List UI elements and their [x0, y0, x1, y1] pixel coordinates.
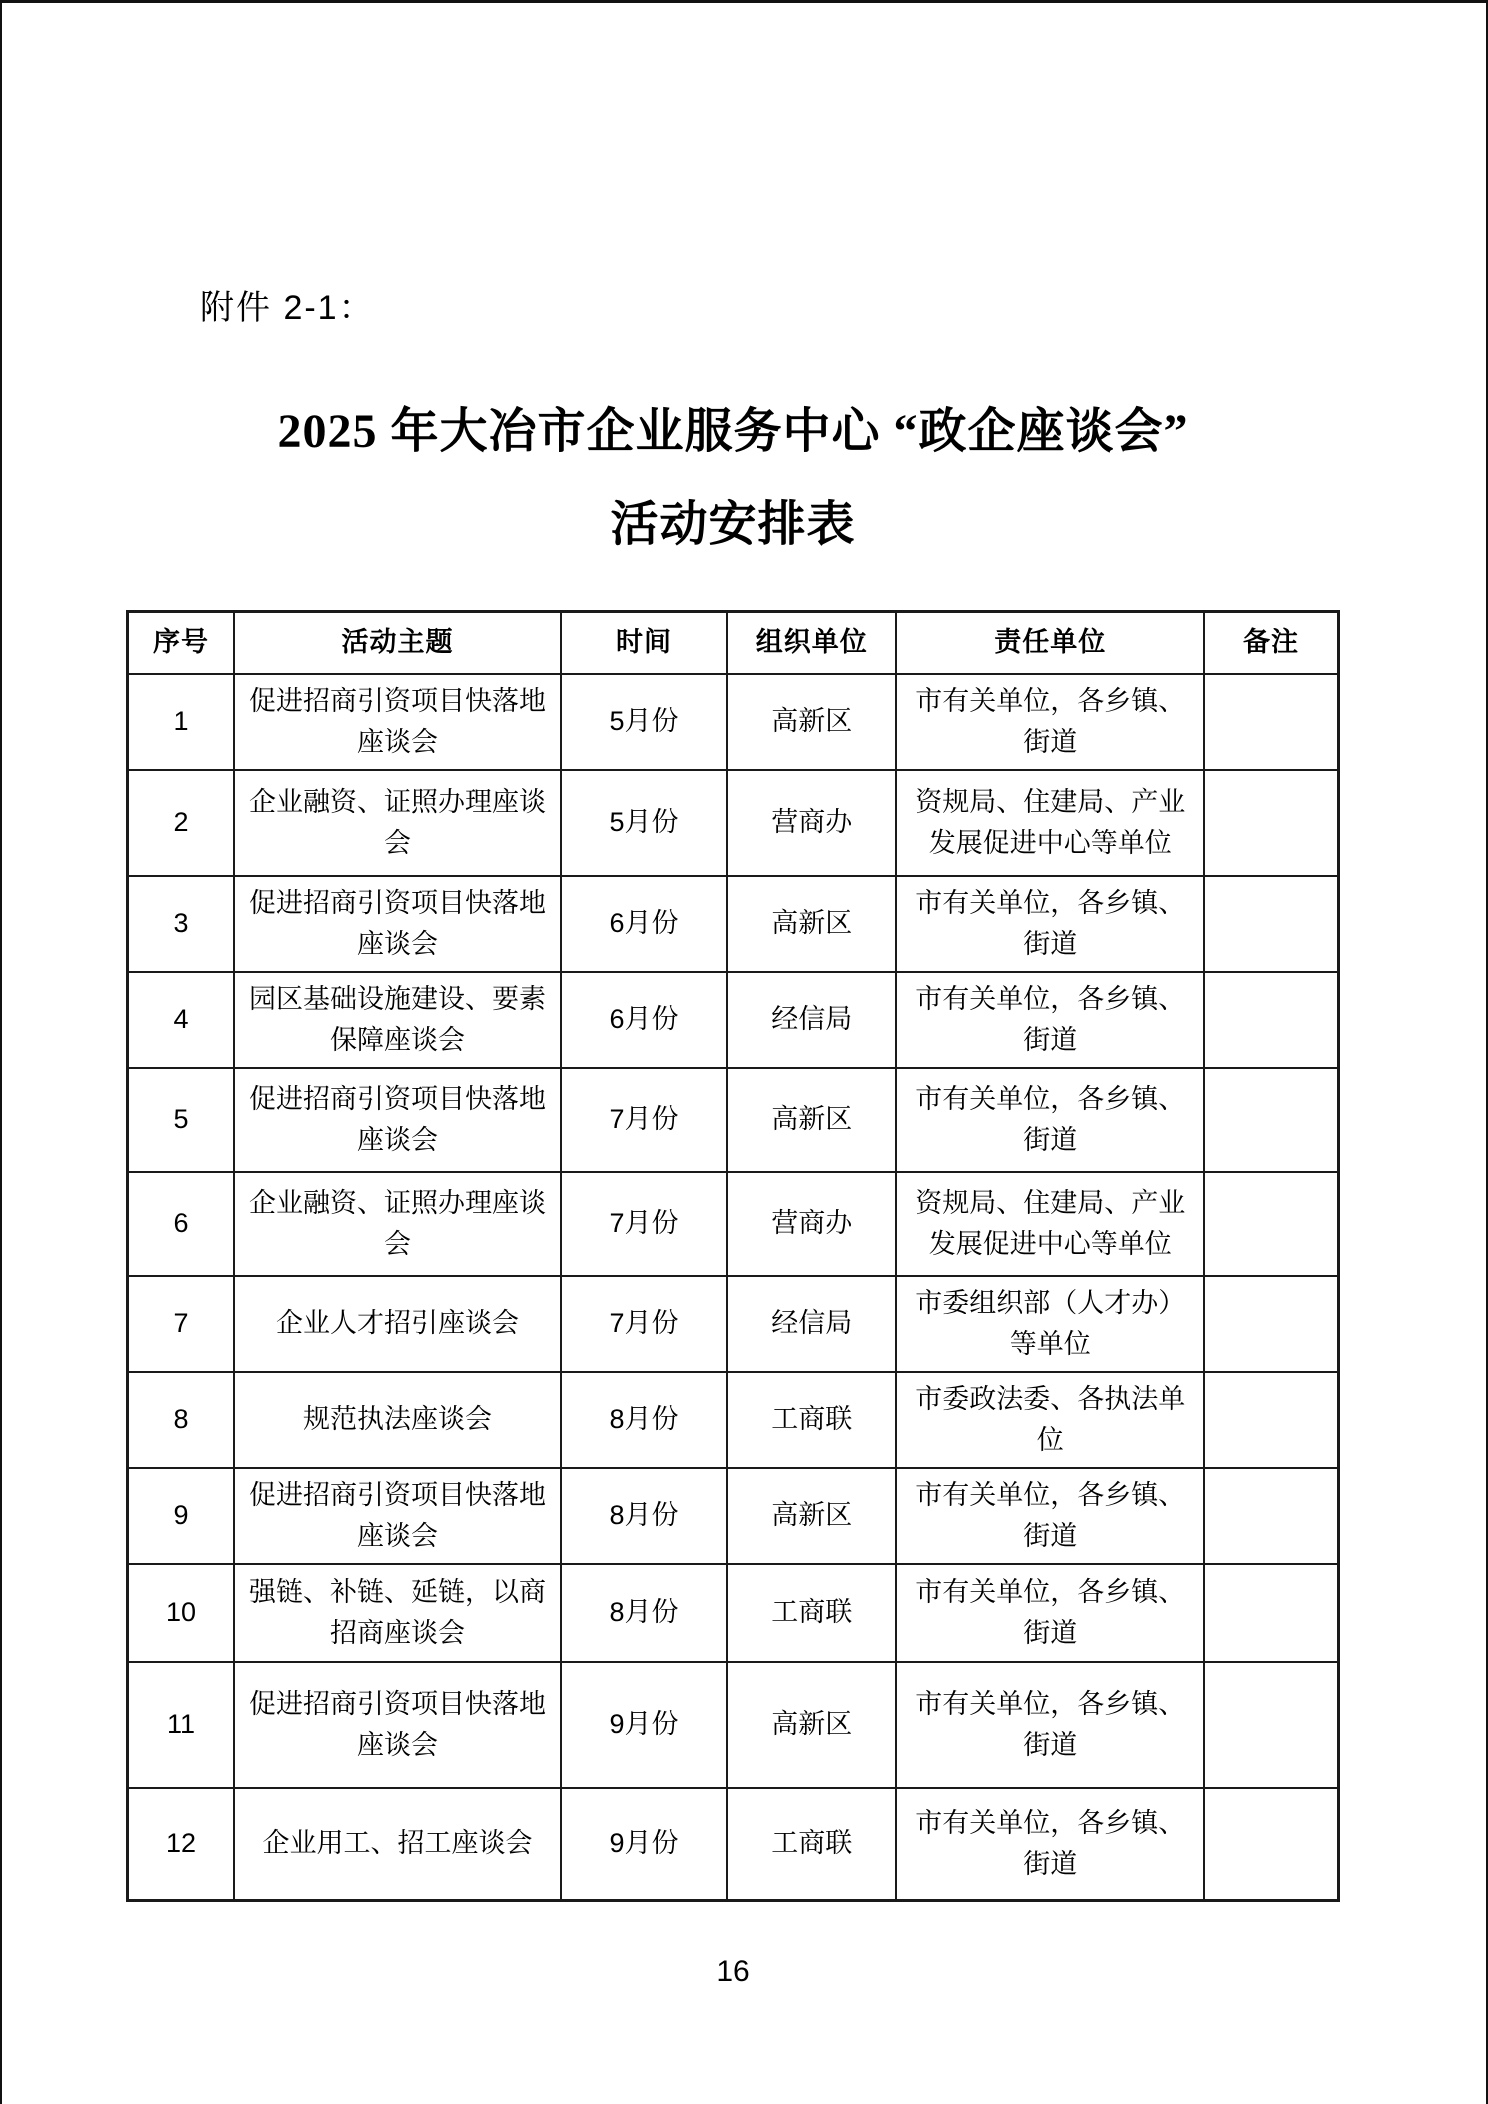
- cell-note: [1204, 972, 1338, 1068]
- cell-no: 9: [128, 1468, 235, 1564]
- cell-no: 2: [128, 770, 235, 876]
- cell-resp: 市委政法委、各执法单位: [896, 1372, 1204, 1468]
- cell-time: 7月份: [561, 1276, 727, 1372]
- cell-time: 9月份: [561, 1662, 727, 1788]
- document-title-line1: 2025 年大冶市企业服务中心 “政企座谈会”: [277, 405, 1189, 458]
- header-cell-no: 序号: [128, 612, 235, 674]
- cell-topic: 促进招商引资项目快落地座谈会: [234, 1468, 561, 1564]
- cell-topic: 促进招商引资项目快落地座谈会: [234, 876, 561, 972]
- cell-note: [1204, 1372, 1338, 1468]
- table-row: [128, 1662, 1339, 1788]
- cell-org: 高新区: [727, 1068, 897, 1172]
- header-cell-time: 时间: [561, 612, 727, 674]
- header-cell-org: 组织单位: [727, 612, 897, 674]
- cell-no: 1: [128, 674, 235, 770]
- cell-note: [1204, 1468, 1338, 1564]
- table-row: [128, 674, 1339, 770]
- cell-note: [1204, 1172, 1338, 1276]
- cell-topic: 企业融资、证照办理座谈会: [234, 1172, 561, 1276]
- cell-resp: 市委组织部（人才办）等单位: [896, 1276, 1204, 1372]
- cell-time: 5月份: [561, 770, 727, 876]
- cell-resp: 市有关单位，各乡镇、街道: [896, 876, 1204, 972]
- header-cell-note: 备注: [1204, 612, 1338, 674]
- cell-note: [1204, 1788, 1338, 1901]
- cell-resp: 市有关单位，各乡镇、街道: [896, 1788, 1204, 1901]
- document-title: [126, 385, 1340, 571]
- cell-org: 高新区: [727, 876, 897, 972]
- cell-resp: 市有关单位，各乡镇、街道: [896, 674, 1204, 770]
- cell-resp: 市有关单位，各乡镇、街道: [896, 1468, 1204, 1564]
- cell-resp: 资规局、住建局、产业发展促进中心等单位: [896, 770, 1204, 876]
- cell-note: [1204, 1564, 1338, 1662]
- cell-note: [1204, 876, 1338, 972]
- cell-org: 工商联: [727, 1564, 897, 1662]
- cell-time: 5月份: [561, 674, 727, 770]
- cell-note: [1204, 1068, 1338, 1172]
- cell-no: 6: [128, 1172, 235, 1276]
- cell-topic: 促进招商引资项目快落地座谈会: [234, 1662, 561, 1788]
- cell-resp: 资规局、住建局、产业发展促进中心等单位: [896, 1172, 1204, 1276]
- table-row: [128, 1564, 1339, 1662]
- header-cell-topic: 活动主题: [234, 612, 561, 674]
- table-row: [128, 1788, 1339, 1901]
- cell-org: 营商办: [727, 770, 897, 876]
- cell-resp: 市有关单位，各乡镇、街道: [896, 1068, 1204, 1172]
- scan-edge-left: [0, 0, 2, 2104]
- table-row: [128, 1172, 1339, 1276]
- table-row: [128, 1372, 1339, 1468]
- table-row: [128, 1068, 1339, 1172]
- table-row: [128, 876, 1339, 972]
- document-title-line2: 活动安排表: [610, 498, 856, 551]
- schedule-table: [126, 610, 1340, 1902]
- table-row: [128, 972, 1339, 1068]
- cell-org: 经信局: [727, 972, 897, 1068]
- cell-resp: 市有关单位，各乡镇、街道: [896, 972, 1204, 1068]
- cell-no: 12: [128, 1788, 235, 1901]
- cell-resp: 市有关单位，各乡镇、街道: [896, 1662, 1204, 1788]
- cell-no: 3: [128, 876, 235, 972]
- cell-resp: 市有关单位，各乡镇、街道: [896, 1564, 1204, 1662]
- cell-note: [1204, 1276, 1338, 1372]
- page-number: 16: [716, 1955, 750, 1988]
- cell-time: 7月份: [561, 1068, 727, 1172]
- cell-topic: 企业用工、招工座谈会: [234, 1788, 561, 1901]
- cell-org: 营商办: [727, 1172, 897, 1276]
- cell-no: 11: [128, 1662, 235, 1788]
- table-row: [128, 770, 1339, 876]
- cell-no: 5: [128, 1068, 235, 1172]
- cell-time: 8月份: [561, 1372, 727, 1468]
- cell-time: 6月份: [561, 876, 727, 972]
- table-row: [128, 1468, 1339, 1564]
- cell-no: 4: [128, 972, 235, 1068]
- cell-time: 8月份: [561, 1468, 727, 1564]
- cell-note: [1204, 1662, 1338, 1788]
- table-header-row: [128, 612, 1339, 674]
- schedule-table-container: [126, 610, 1340, 1902]
- cell-no: 7: [128, 1276, 235, 1372]
- cell-time: 7月份: [561, 1172, 727, 1276]
- cell-topic: 企业融资、证照办理座谈会: [234, 770, 561, 876]
- header-cell-resp: 责任单位: [896, 612, 1204, 674]
- cell-note: [1204, 674, 1338, 770]
- cell-org: 工商联: [727, 1788, 897, 1901]
- cell-no: 8: [128, 1372, 235, 1468]
- cell-org: 高新区: [727, 1468, 897, 1564]
- cell-time: 8月份: [561, 1564, 727, 1662]
- cell-org: 高新区: [727, 1662, 897, 1788]
- cell-time: 9月份: [561, 1788, 727, 1901]
- cell-org: 经信局: [727, 1276, 897, 1372]
- table-row: [128, 1276, 1339, 1372]
- cell-time: 6月份: [561, 972, 727, 1068]
- cell-note: [1204, 770, 1338, 876]
- cell-topic: 促进招商引资项目快落地座谈会: [234, 1068, 561, 1172]
- cell-org: 高新区: [727, 674, 897, 770]
- cell-topic: 规范执法座谈会: [234, 1372, 561, 1468]
- cell-topic: 促进招商引资项目快落地座谈会: [234, 674, 561, 770]
- attachment-label: 附件 2-1：: [200, 289, 375, 327]
- scan-edge-top: [0, 0, 1488, 3]
- cell-topic: 园区基础设施建设、要素保障座谈会: [234, 972, 561, 1068]
- cell-org: 工商联: [727, 1372, 897, 1468]
- cell-no: 10: [128, 1564, 235, 1662]
- cell-topic: 企业人才招引座谈会: [234, 1276, 561, 1372]
- cell-topic: 强链、补链、延链，以商招商座谈会: [234, 1564, 561, 1662]
